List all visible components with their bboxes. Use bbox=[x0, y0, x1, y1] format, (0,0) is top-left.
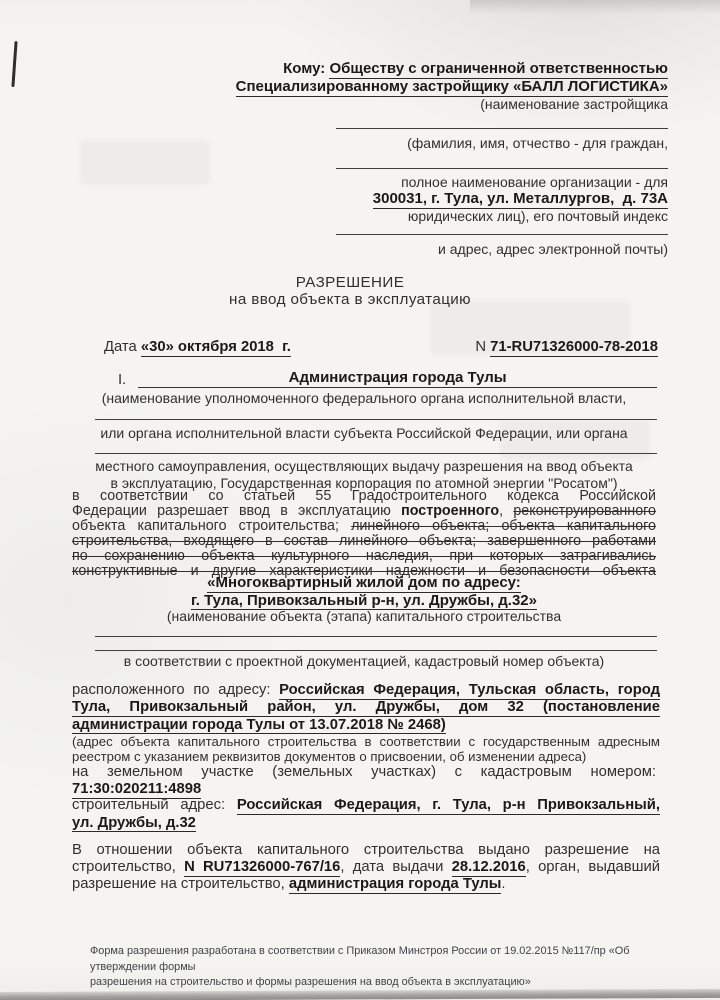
address-paragraph bbox=[72, 682, 660, 734]
construction-address bbox=[72, 797, 660, 832]
section-1-row bbox=[118, 369, 657, 388]
blank-field-line bbox=[336, 168, 668, 169]
section-number: I. bbox=[118, 372, 127, 388]
recipient-note-legal: юридических лиц), его почтовый индекс bbox=[407, 208, 668, 224]
value-text: Тула, Привокзальный район, ул. Дружбы, дом 32 (постановление bbox=[72, 699, 660, 716]
object-name bbox=[72, 574, 656, 609]
struck-text: конструктивные и другие характеристики надежности и безопасности объекта bbox=[72, 562, 656, 579]
object-note: (наименование объекта (этапа) капитального строительства bbox=[166, 608, 562, 624]
value-text: 71-RU71326000-78-2018 bbox=[490, 339, 658, 355]
value-text: Российская Федерация, Тульская область, город bbox=[279, 682, 660, 698]
value-text: 28.12.2016 bbox=[451, 859, 526, 876]
value-text: 300031, г. Тула, ул. Металлургов, д. 73А bbox=[372, 190, 668, 207]
pen-mark bbox=[11, 41, 17, 87]
recipient-block bbox=[176, 60, 668, 258]
recipient-name-line2 bbox=[176, 78, 668, 96]
struck-text: реконструированного bbox=[513, 502, 656, 519]
value-text: г. Тула, Привокзальный р-н, ул. Дружбы, д.32» bbox=[191, 591, 537, 609]
object-note: в соответствии с проектной документацией, кадастровый номер объекта) bbox=[123, 653, 605, 669]
value-text: «Многоквартирный жилой дом по адресу: bbox=[207, 574, 521, 591]
text-run: Федерации разрешает ввод в эксплуатацию bbox=[72, 502, 402, 519]
text-run: на земельном участке (земельных участках) с кадастровым номером: bbox=[72, 764, 656, 780]
text-line bbox=[72, 797, 660, 815]
text-line bbox=[72, 842, 660, 859]
text-run: В отношении объекта капитального строительства выдано разрешение на bbox=[72, 842, 660, 858]
recipient-note-developer: (наименование застройщика bbox=[480, 96, 668, 112]
text-line: (адрес объекта капитального строительства в соответствии с государственным адресным bbox=[72, 734, 660, 749]
text-line bbox=[72, 534, 656, 549]
date-number-row bbox=[104, 339, 658, 355]
text-line: местного самоуправления, осуществляющих выдачу разрешения на ввод объекта bbox=[95, 458, 633, 474]
struck-text: строительства, входящего в состав линейного объекта; завершенного работами bbox=[72, 532, 656, 549]
address-note bbox=[72, 734, 660, 764]
value-text: администрация города Тулы bbox=[288, 876, 502, 893]
text-line bbox=[72, 764, 656, 780]
authority-note: или органа исполнительной власти субъекта Российской Федерации, или органа bbox=[100, 425, 628, 441]
document-title-block bbox=[60, 274, 640, 308]
text-line bbox=[72, 859, 660, 876]
blank-field-line bbox=[95, 453, 657, 454]
parcel-line bbox=[72, 764, 656, 780]
struck-text: линейного объекта; объекта капитального bbox=[351, 517, 656, 534]
form-footnote bbox=[90, 944, 646, 991]
permit-reference-paragraph bbox=[72, 842, 660, 894]
text-line bbox=[72, 815, 660, 833]
value-text: ул. Дружбы, д.32 bbox=[72, 814, 196, 831]
recipient-note-email: и адрес, адрес электронной почты) bbox=[438, 241, 668, 257]
text-run: объекта капитального строительства; bbox=[72, 517, 352, 534]
value-text: N RU71326000-767/16 bbox=[184, 859, 341, 876]
struck-text: по сохранению объекта культурного наследия, при которых затрагивались bbox=[72, 547, 656, 564]
authority-note bbox=[72, 458, 656, 491]
value-text: построенного bbox=[401, 502, 500, 519]
permit-paragraph bbox=[72, 489, 656, 578]
text-line: в эксплуатацию, Государственная корпорация по атомной энергии "Росатом") bbox=[110, 474, 618, 491]
recipient-note-org: полное наименование организации - для bbox=[401, 174, 668, 190]
text-run: , орган, выдавший bbox=[525, 859, 660, 876]
recipient-postal-address bbox=[176, 190, 668, 208]
blank-field-line bbox=[336, 234, 668, 235]
text-run: разрешение на строительство, bbox=[72, 876, 289, 893]
text-line bbox=[72, 519, 656, 534]
text-run: расположенного по адресу: bbox=[72, 682, 280, 698]
text-run: строительный адрес: bbox=[72, 797, 237, 813]
cadastral-number bbox=[72, 781, 656, 797]
scan-edge-shade bbox=[470, 0, 720, 14]
authority-field: Администрация города Тулы bbox=[138, 369, 657, 388]
text-run: Кому: bbox=[283, 60, 330, 77]
text-run: N bbox=[475, 339, 491, 355]
text-line bbox=[72, 682, 660, 699]
value-text: администрации города Тулы от 13.07.2018 № 2468) bbox=[72, 716, 446, 733]
text-line: Форма разрешения разработана в соответствии с Приказом Минстроя России от 19.02.2015 №117/пр «Об утверждении формы bbox=[90, 945, 633, 973]
text-line bbox=[72, 699, 660, 716]
value-text: Специализированному застройщику «БАЛЛ ЛОГИСТИКА» bbox=[235, 78, 668, 95]
document-subtitle: на ввод объекта в эксплуатацию bbox=[229, 291, 471, 308]
text-line bbox=[72, 717, 660, 734]
blank-field-line bbox=[95, 419, 657, 420]
text-line bbox=[72, 549, 656, 564]
text-line bbox=[72, 574, 656, 592]
text-line: реестром с указанием реквизитов документов о присвоении, об изменении адреса) bbox=[72, 749, 587, 765]
text-line: разрешения на строительство и формы разрешения на ввод объекта в эксплуатацию» bbox=[90, 976, 531, 988]
text-line bbox=[72, 592, 656, 610]
value-text: 71:30:020211:4898 bbox=[72, 781, 202, 797]
text-line bbox=[72, 876, 660, 893]
text-run: , bbox=[499, 502, 514, 519]
text-run: , дата выдачи bbox=[340, 859, 452, 876]
value-text: Обществу с ограниченной ответственностью bbox=[329, 60, 668, 77]
recipient-note-person: (фамилия, имя, отчество - для граждан, bbox=[407, 135, 668, 151]
text-run: строительство, bbox=[72, 859, 185, 876]
text-line bbox=[72, 504, 656, 519]
blank-field-line bbox=[95, 650, 657, 651]
value-text: Российская Федерация, г. Тула, р-н Привокзальный, bbox=[236, 797, 660, 813]
date-field bbox=[104, 339, 291, 355]
text-run: . bbox=[501, 876, 506, 893]
permit-number-field bbox=[475, 339, 658, 355]
blank-field-line bbox=[95, 636, 657, 637]
authority-note: (наименование уполномоченного федерального органа исполнительной власти, bbox=[101, 390, 627, 406]
document-title: РАЗРЕШЕНИЕ bbox=[295, 274, 405, 291]
recipient-name-line1 bbox=[176, 60, 668, 78]
text-line: в соответствии со статьей 55 Градостроительного кодекса Российской bbox=[72, 488, 656, 504]
text-run: Дата bbox=[104, 339, 141, 355]
blank-field-line bbox=[336, 128, 668, 129]
value-text: «30» октября 2018 г. bbox=[140, 339, 291, 355]
